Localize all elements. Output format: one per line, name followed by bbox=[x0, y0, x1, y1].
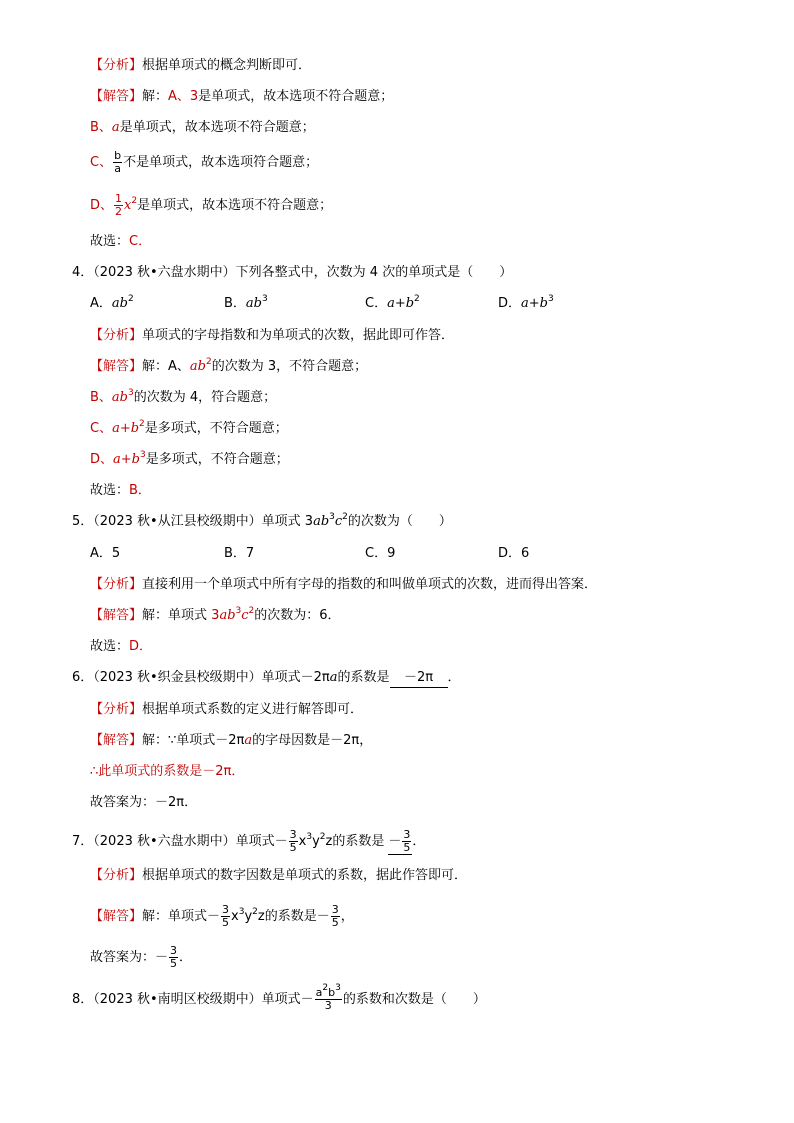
stem-prefix: 8．（2023 秋•南明区校级期中）单项式－ bbox=[72, 992, 314, 1007]
answer-intro: 解：单项式－ bbox=[142, 909, 221, 924]
answer-d-var: x bbox=[124, 198, 132, 213]
answer-d-expr: a+b bbox=[113, 452, 140, 467]
fraction-denominator: 5 bbox=[403, 841, 411, 854]
blank-sign: － bbox=[388, 834, 402, 849]
q5-answer bbox=[90, 607, 341, 625]
answer-d-exp: 3 bbox=[139, 450, 146, 460]
stem-suffix: 的系数是 bbox=[332, 834, 385, 849]
analysis-text: 根据单项式系数的定义进行解答即可． bbox=[142, 702, 364, 717]
answer-text: 的次数为：6． bbox=[254, 608, 341, 623]
stem-var: z bbox=[325, 834, 333, 849]
fraction-numerator: 3 bbox=[170, 944, 178, 957]
q4-answer-c bbox=[90, 420, 288, 438]
stem-suffix: 的次数为（ ） bbox=[347, 514, 452, 529]
analysis-text: 根据单项式的概念判断即可． bbox=[142, 58, 312, 73]
q4-option-a bbox=[90, 295, 134, 313]
stem-end: ． bbox=[447, 670, 461, 685]
answer-d-label: D、 bbox=[90, 198, 114, 213]
blank-fraction bbox=[402, 829, 411, 854]
option-expr: ab bbox=[111, 296, 128, 311]
num-var: a bbox=[315, 986, 323, 999]
stem-prefix: 6．（2023 秋•织金县校级期中）单项式－2π bbox=[72, 670, 330, 685]
answer-d-text: 是单项式，故本选项不符合题意； bbox=[137, 198, 333, 213]
answer-exp: 2 bbox=[252, 907, 258, 917]
q7-answer bbox=[90, 904, 354, 929]
stem-suffix: 的系数是 bbox=[337, 670, 390, 685]
choose-label: 故选： bbox=[90, 234, 130, 249]
answer-intro: 解：单项式 bbox=[142, 608, 212, 623]
analysis-text: 直接利用一个单项式中所有字母的指数的和叫做单项式的次数，进而得出答案． bbox=[142, 577, 598, 592]
stem-exp: 2 bbox=[319, 832, 326, 842]
q6-therefore: ∴此单项式的系数是－2π． bbox=[90, 764, 245, 779]
answer-exp: 3 bbox=[238, 907, 245, 917]
option-exp: 3 bbox=[262, 294, 268, 304]
answer-b-exp: 3 bbox=[128, 388, 134, 398]
choose-label: 故选： bbox=[90, 483, 130, 498]
analysis-text: 根据单项式的数字因数是单项式的系数，据此作答即可． bbox=[142, 868, 468, 883]
q7-final bbox=[90, 945, 192, 970]
answer-d-fraction bbox=[114, 193, 123, 218]
answer-fraction-2 bbox=[331, 904, 340, 929]
option-expr: a+b bbox=[387, 296, 415, 311]
q6-final: 故答案为：－2π． bbox=[90, 795, 198, 810]
answer-b-var: a bbox=[111, 120, 120, 135]
q4-option-d bbox=[498, 295, 554, 313]
answer-tag: 【解答】 bbox=[90, 89, 143, 104]
answer-intro: 解：A、 bbox=[142, 359, 190, 374]
q5-option-b: B．7 bbox=[224, 546, 255, 561]
q4-answer bbox=[90, 358, 367, 376]
answer-var: y bbox=[244, 909, 253, 924]
option-label: C． bbox=[365, 296, 388, 311]
analysis-tag: 【分析】 bbox=[90, 702, 143, 717]
stem-fraction bbox=[315, 983, 342, 1012]
answer-tag: 【解答】 bbox=[90, 909, 143, 924]
q5-option-d: D．6 bbox=[498, 546, 530, 561]
fraction-denominator: a bbox=[114, 162, 121, 175]
analysis-tag: 【分析】 bbox=[90, 328, 143, 343]
answer-c-text: 不是单项式，故本选项符合题意； bbox=[123, 155, 319, 170]
answer-c-fraction bbox=[113, 150, 122, 175]
answer-var: z bbox=[257, 909, 265, 924]
answer-c-text: 是多项式，不符合题意； bbox=[144, 421, 288, 436]
stem-var: ab bbox=[313, 514, 330, 529]
stem-fraction bbox=[289, 829, 298, 854]
stem-var: x bbox=[298, 834, 307, 849]
q6-analysis bbox=[90, 701, 363, 719]
q5-analysis bbox=[90, 576, 597, 594]
answer-tag: 【解答】 bbox=[90, 608, 143, 623]
stem-suffix: 的系数和次数是（ ） bbox=[342, 992, 486, 1007]
fraction-numerator: 3 bbox=[331, 903, 339, 916]
analysis-tag: 【分析】 bbox=[90, 868, 143, 883]
option-exp: 2 bbox=[414, 294, 420, 304]
final-prefix: 故答案为：－ bbox=[90, 950, 169, 965]
answer-c-label: C、 bbox=[90, 421, 113, 436]
fraction-numerator: 3 bbox=[289, 828, 297, 841]
answer-var: x bbox=[231, 909, 239, 924]
answer-b-text: 的次数为 4，符合题意； bbox=[133, 390, 277, 405]
q7-analysis bbox=[90, 867, 467, 885]
q3-answer-c bbox=[90, 150, 318, 175]
answer-b-expr: ab bbox=[111, 390, 128, 405]
q4-option-c bbox=[365, 295, 420, 313]
fraction-numerator: b bbox=[114, 149, 122, 162]
answer-a-text: 的次数为 3，不符合题意； bbox=[211, 359, 368, 374]
q3-answer bbox=[90, 88, 393, 106]
q5-choose bbox=[90, 638, 152, 656]
fraction-denominator: 2 bbox=[115, 205, 123, 218]
answer-d-label: D、 bbox=[90, 452, 114, 467]
fraction-denominator: 5 bbox=[289, 841, 297, 854]
answer-b-text: 是单项式，故本选项不符合题意； bbox=[119, 120, 315, 135]
answer-a-label: A、3 bbox=[168, 89, 199, 104]
stem-var: a bbox=[329, 670, 338, 685]
stem-end: ． bbox=[412, 834, 426, 849]
analysis-tag: 【分析】 bbox=[90, 58, 143, 73]
answer-c-expr: a+b bbox=[112, 421, 140, 436]
q5-option-c: C．9 bbox=[365, 546, 396, 561]
stem-var: c bbox=[334, 514, 343, 529]
option-exp: 3 bbox=[547, 294, 554, 304]
analysis-text: 单项式的字母指数和为单项式的次数，据此即可作答． bbox=[142, 328, 455, 343]
option-expr: a+b bbox=[521, 296, 548, 311]
answer-intro: 解： bbox=[142, 89, 169, 104]
answer-a-exp: 2 bbox=[206, 357, 212, 367]
q6-answer bbox=[90, 732, 372, 750]
fraction-denominator: 5 bbox=[222, 916, 230, 929]
answer-a-expr: ab bbox=[189, 359, 206, 374]
answer-blank bbox=[388, 829, 412, 855]
answer-d-exp: 2 bbox=[131, 196, 138, 206]
q4-answer-b bbox=[90, 389, 276, 407]
option-label: D． bbox=[498, 296, 522, 311]
stem-prefix: 7．（2023 秋•六盘水期中）单项式－ bbox=[72, 834, 288, 849]
answer-tag: 【解答】 bbox=[90, 733, 143, 748]
q5-stem bbox=[72, 513, 452, 531]
answer-exp: 2 bbox=[248, 606, 255, 616]
answer-coef: 3 bbox=[211, 608, 220, 623]
q4-choose bbox=[90, 482, 151, 500]
answer-a-text: 是单项式，故本选项不符合题意； bbox=[198, 89, 394, 104]
answer-var: a bbox=[244, 733, 253, 748]
q3-analysis bbox=[90, 57, 311, 75]
stem-exp: 3 bbox=[329, 512, 335, 522]
q4-stem: 4．（2023 秋•六盘水期中）下列各整式中，次数为 4 次的单项式是（ ） bbox=[72, 265, 513, 280]
answer-fraction bbox=[221, 904, 230, 929]
answer-b-label: B、 bbox=[90, 390, 112, 405]
answer-b-label: B、 bbox=[90, 120, 112, 135]
q3-answer-b bbox=[90, 119, 315, 137]
choose-value: B． bbox=[129, 483, 151, 498]
answer-var: c bbox=[241, 608, 249, 623]
q4-option-b bbox=[224, 295, 268, 313]
stem-prefix: 5．（2023 秋•从江县校级期中）单项式 3 bbox=[72, 514, 314, 529]
num-exp: 3 bbox=[335, 983, 341, 993]
num-exp: 2 bbox=[322, 983, 329, 993]
answer-var: ab bbox=[219, 608, 236, 623]
answer-c-label: C、 bbox=[90, 155, 113, 170]
answer-intro: 解：∵单项式－2π bbox=[142, 733, 245, 748]
fraction-numerator: 3 bbox=[222, 903, 230, 916]
fraction-denominator: 5 bbox=[170, 957, 178, 970]
q8-stem bbox=[72, 983, 486, 1012]
answer-end: ， bbox=[340, 909, 354, 924]
q3-choose bbox=[90, 233, 151, 251]
answer-text: 的字母因数是－2π， bbox=[252, 733, 373, 748]
q3-answer-d bbox=[90, 193, 332, 218]
q5-option-a: A．5 bbox=[90, 546, 121, 561]
answer-exp: 3 bbox=[235, 606, 242, 616]
num-var: b bbox=[328, 986, 336, 999]
answer-d-text: 是多项式，不符合题意； bbox=[145, 452, 289, 467]
option-expr: ab bbox=[245, 296, 262, 311]
fraction-numerator: 3 bbox=[403, 828, 411, 841]
analysis-tag: 【分析】 bbox=[90, 577, 143, 592]
final-fraction bbox=[169, 945, 178, 970]
stem-exp: 3 bbox=[306, 832, 313, 842]
stem-var: y bbox=[312, 834, 320, 849]
final-end: ． bbox=[179, 950, 193, 965]
fraction-numerator: 1 bbox=[115, 192, 123, 205]
choose-value: C． bbox=[129, 234, 152, 249]
option-label: B． bbox=[224, 296, 246, 311]
q4-analysis bbox=[90, 327, 454, 345]
fraction-denominator: 3 bbox=[324, 999, 332, 1012]
answer-mid: 的系数是－ bbox=[264, 909, 330, 924]
option-exp: 2 bbox=[127, 294, 134, 304]
choose-value: D． bbox=[129, 639, 153, 654]
q6-stem bbox=[72, 669, 461, 688]
answer-blank: －2π bbox=[390, 669, 448, 688]
q4-answer-d bbox=[90, 451, 289, 469]
answer-c-exp: 2 bbox=[139, 419, 145, 429]
choose-label: 故选： bbox=[90, 639, 130, 654]
answer-tag: 【解答】 bbox=[90, 359, 143, 374]
stem-exp: 2 bbox=[342, 512, 348, 522]
q7-stem bbox=[72, 829, 425, 855]
fraction-denominator: 5 bbox=[331, 916, 339, 929]
option-label: A． bbox=[90, 296, 112, 311]
